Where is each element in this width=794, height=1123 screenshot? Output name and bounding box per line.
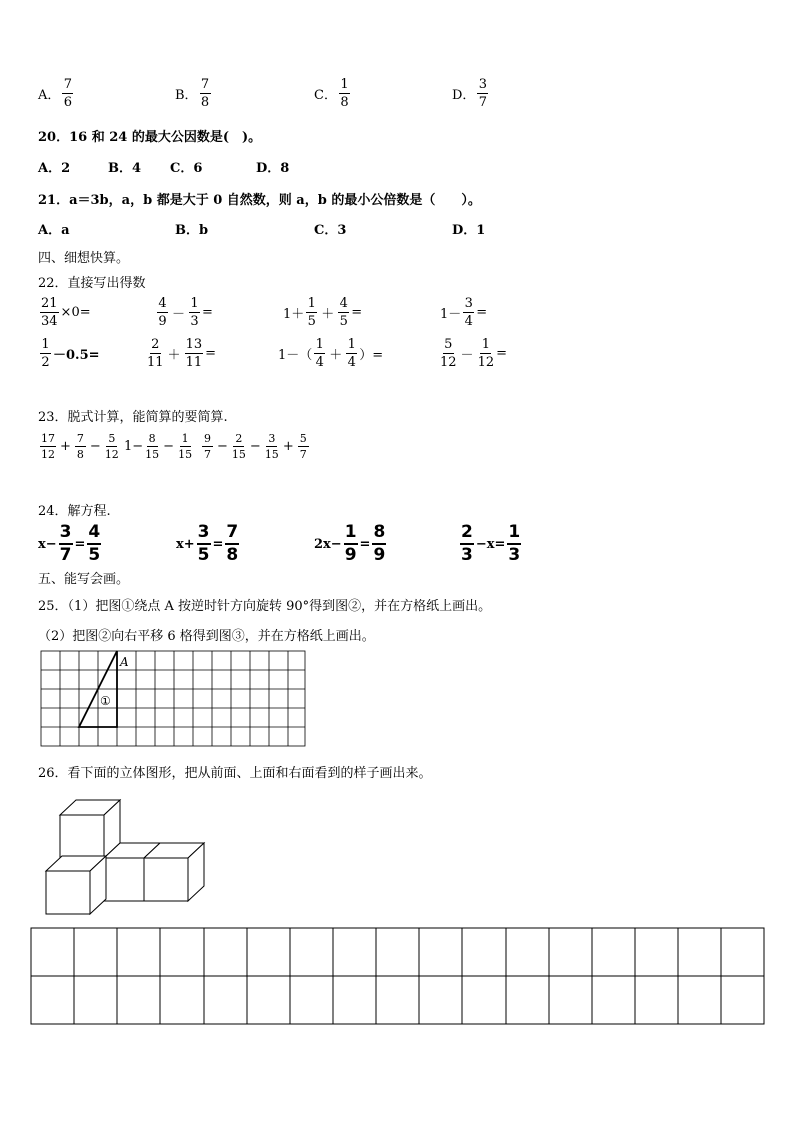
q22-expr-6: $\frac{2}{11}$ ＋ $\frac{13}{11}$ = <box>147 337 217 370</box>
q22-expr-3: 1＋ $\frac{1}{5}$ ＋ $\frac{4}{5}$ = <box>283 296 363 329</box>
section-heading-4: 四、细想快算。 <box>38 251 130 266</box>
q22-expr-5: $\frac{1}{2}$ －0.5= <box>41 337 100 370</box>
q22-expr-2: $\frac{4}{9}$ － $\frac{1}{3}$ = <box>158 296 213 329</box>
fraction: $\frac{1}{15}$ <box>178 432 193 461</box>
fraction: $\frac{3}{7}$ <box>478 77 488 110</box>
fraction: $\frac{3}{15}$ <box>264 432 279 461</box>
fraction: $\frac{1}{8}$ <box>340 77 349 110</box>
fraction: $\frac{8}{15}$ <box>145 432 160 461</box>
fraction: $\frac{1}{9}$ <box>344 522 357 565</box>
fraction: $\frac{2}{15}$ <box>231 432 246 461</box>
q20-question: 20．16 和 24 的最大公因数是( )。 <box>38 130 262 145</box>
fraction: $\frac{3}{5}$ <box>197 522 210 565</box>
fraction: $\frac{1}{3}$ <box>190 296 199 329</box>
q19-option-d: D． $\frac{3}{7}$ <box>452 77 488 110</box>
fraction: $\frac{1}{4}$ <box>315 337 324 370</box>
fraction: $\frac{7}{8}$ <box>226 522 239 565</box>
cube-solid-figure <box>40 795 210 915</box>
q24-equation-1: x− $\frac{3}{7}$ = $\frac{4}{5}$ <box>38 522 101 565</box>
q26-question: 26．看下面的立体图形，把从前面、上面和右面看到的样子画出来。 <box>38 766 432 781</box>
q21-option-a: A．a <box>38 223 70 238</box>
fraction: $\frac{21}{34}$ <box>41 296 58 329</box>
fraction: $\frac{3}{4}$ <box>464 296 473 329</box>
fraction: $\frac{7}{8}$ <box>200 77 210 110</box>
q20-option-c: C．6 <box>170 161 203 176</box>
fraction: $\frac{5}{12}$ <box>440 337 457 370</box>
q23-expr-3: $\frac{9}{7}$ − $\frac{2}{15}$ − $\frac{3}{15}$ + $\frac{5}{7}$ <box>204 432 307 461</box>
fraction: $\frac{13}{11}$ <box>185 337 203 370</box>
fraction: $\frac{2}{11}$ <box>147 337 164 370</box>
grid-lines <box>41 651 305 746</box>
fraction: $\frac{7}{6}$ <box>63 77 73 110</box>
fraction: $\frac{5}{7}$ <box>299 432 307 461</box>
q24-title: 24．解方程. <box>38 504 111 519</box>
q19-option-b: B． $\frac{7}{8}$ <box>175 77 210 110</box>
section-heading-5: 五、能写会画。 <box>38 572 130 587</box>
shape-one-label: ① <box>100 694 111 708</box>
q25-part-2: （2）把图②向右平移 6 格得到图③，并在方格纸上画出。 <box>38 629 375 644</box>
fraction: $\frac{1}{12}$ <box>477 337 495 370</box>
q25-grid-figure <box>40 650 308 750</box>
q24-equation-3: 2x− $\frac{1}{9}$ = $\frac{8}{9}$ <box>314 522 386 565</box>
point-a-label: A <box>120 655 129 669</box>
fraction: $\frac{3}{7}$ <box>59 522 72 565</box>
fraction: $\frac{1}{2}$ <box>41 337 50 370</box>
q20-option-a: A．2 <box>38 161 71 176</box>
q21-option-b: B．b <box>175 223 209 238</box>
fraction: $\frac{9}{7}$ <box>204 432 211 461</box>
q23-title: 23．脱式计算，能简算的要简算. <box>38 410 228 425</box>
fraction: $\frac{4}{9}$ <box>158 296 167 329</box>
q22-title: 22．直接写出得数 <box>38 276 146 291</box>
q22-expr-1: $\frac{21}{34}$ ×0= <box>41 296 91 329</box>
q25-part-1: 25．（1）把图①绕点 A 按逆时针方向旋转 90°得到图②，并在方格纸上画出。 <box>38 599 492 614</box>
q22-expr-7: 1－（ $\frac{1}{4}$ ＋ $\frac{1}{4}$ ）= <box>278 337 384 370</box>
fraction: $\frac{4}{5}$ <box>339 296 348 329</box>
q20-option-b: B．4 <box>108 161 142 176</box>
q24-equation-2: x+ $\frac{3}{5}$ = $\frac{7}{8}$ <box>176 522 239 565</box>
q22-expr-8: $\frac{5}{12}$ － $\frac{1}{12}$ = <box>440 337 508 370</box>
q23-expr-1: $\frac{17}{12}$ + $\frac{7}{8}$ − $\frac{5}{12}$ <box>41 432 119 461</box>
q24-equation-4: $\frac{2}{3}$ −x= $\frac{1}{3}$ <box>461 522 521 565</box>
q21-question: 21．a＝3b，a，b 都是大于 0 自然数，则 a，b 的最小公倍数是（ ）。 <box>38 193 481 208</box>
fraction: $\frac{4}{5}$ <box>88 522 101 565</box>
fraction: $\frac{1}{5}$ <box>307 296 316 329</box>
fraction: $\frac{8}{9}$ <box>373 522 386 565</box>
fraction: $\frac{5}{12}$ <box>104 432 119 461</box>
fraction: $\frac{2}{3}$ <box>461 522 473 565</box>
fraction: $\frac{7}{8}$ <box>76 432 84 461</box>
q22-expr-4: 1－ $\frac{3}{4}$ = <box>440 296 488 329</box>
q19-option-c: C． $\frac{1}{8}$ <box>314 77 349 110</box>
q23-expr-2: 1− $\frac{8}{15}$ − $\frac{1}{15}$ <box>124 432 193 461</box>
fraction: $\frac{1}{4}$ <box>347 337 356 370</box>
q19-option-a: A． $\frac{7}{6}$ <box>38 77 73 110</box>
q21-option-c: C．3 <box>314 223 347 238</box>
fraction: $\frac{1}{3}$ <box>508 522 521 565</box>
answer-grid[interactable] <box>30 927 766 1027</box>
fraction: $\frac{17}{12}$ <box>41 432 55 461</box>
q20-option-d: D．8 <box>256 161 290 176</box>
q21-option-d: D．1 <box>452 223 486 238</box>
